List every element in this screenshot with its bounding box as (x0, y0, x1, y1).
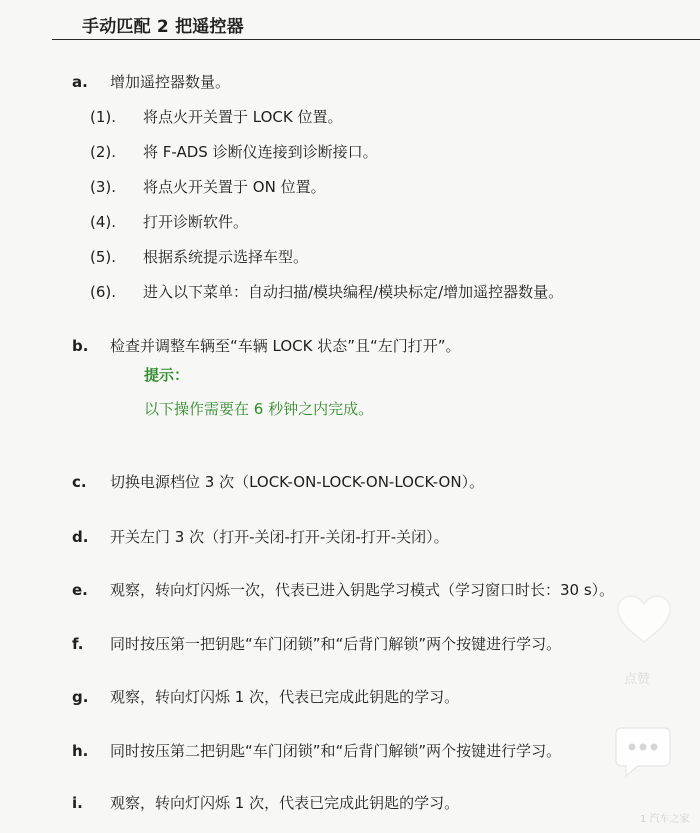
like-label: 点赞 (624, 672, 651, 687)
page-title: 手动匹配 2 把遥控器 (82, 17, 244, 37)
substep-number: (5). (90, 248, 117, 266)
substep-text: 将点火开关置于 LOCK 位置。 (143, 108, 343, 126)
step-text: 检查并调整车辆至“车辆 LOCK 状态”且“左门打开”。 (110, 337, 461, 355)
step-text: 增加遥控器数量。 (110, 73, 231, 91)
step-letter: f. (72, 635, 84, 653)
substep-text: 打开诊断软件。 (143, 213, 249, 231)
tip-text: 以下操作需要在 6 秒钟之内完成。 (144, 400, 374, 418)
substep-number: (3). (90, 178, 117, 196)
substep-number: (4). (90, 213, 117, 231)
step-letter: c. (72, 473, 87, 491)
heart-icon (614, 592, 674, 646)
step-letter: g. (72, 688, 89, 706)
substep-text: 进入以下菜单：自动扫描/模块编程/模块标定/增加遥控器数量。 (143, 283, 564, 301)
substep-number: (2). (90, 143, 117, 161)
step-letter: d. (72, 528, 89, 546)
comment-button[interactable] (612, 724, 674, 780)
step-letter: h. (72, 742, 89, 760)
step-text: 观察，转向灯闪烁一次，代表已进入钥匙学习模式（学习窗口时长：30 s）。 (110, 581, 615, 599)
substep-text: 将点火开关置于 ON 位置。 (143, 178, 326, 196)
header-divider (52, 39, 700, 40)
like-button[interactable] (606, 586, 680, 686)
substep-number: (1). (90, 108, 117, 126)
step-text: 同时按压第一把钥匙“车门闭锁”和“后背门解锁”两个按键进行学习。 (110, 635, 562, 653)
step-text: 观察，转向灯闪烁 1 次，代表已完成此钥匙的学习。 (110, 794, 460, 812)
substep-text: 根据系统提示选择车型。 (143, 248, 309, 266)
comment-icon (612, 724, 674, 780)
step-text: 开关左门 3 次（打开-关闭-打开-关闭-打开-关闭）。 (110, 528, 449, 546)
substep-number: (6). (90, 283, 117, 301)
step-letter: a. (72, 73, 88, 91)
step-letter: i. (72, 794, 83, 812)
step-text: 同时按压第二把钥匙“车门闭锁”和“后背门解锁”两个按键进行学习。 (110, 742, 562, 760)
substep-text: 将 F-ADS 诊断仪连接到诊断接口。 (143, 143, 378, 161)
tip-title: 提示： (144, 366, 190, 384)
watermark-text: 1 汽车之家 (640, 814, 690, 825)
step-text: 观察，转向灯闪烁 1 次，代表已完成此钥匙的学习。 (110, 688, 460, 706)
step-text: 切换电源档位 3 次（LOCK-ON-LOCK-ON-LOCK-ON）。 (110, 473, 485, 491)
step-letter: b. (72, 337, 89, 355)
step-letter: e. (72, 581, 88, 599)
